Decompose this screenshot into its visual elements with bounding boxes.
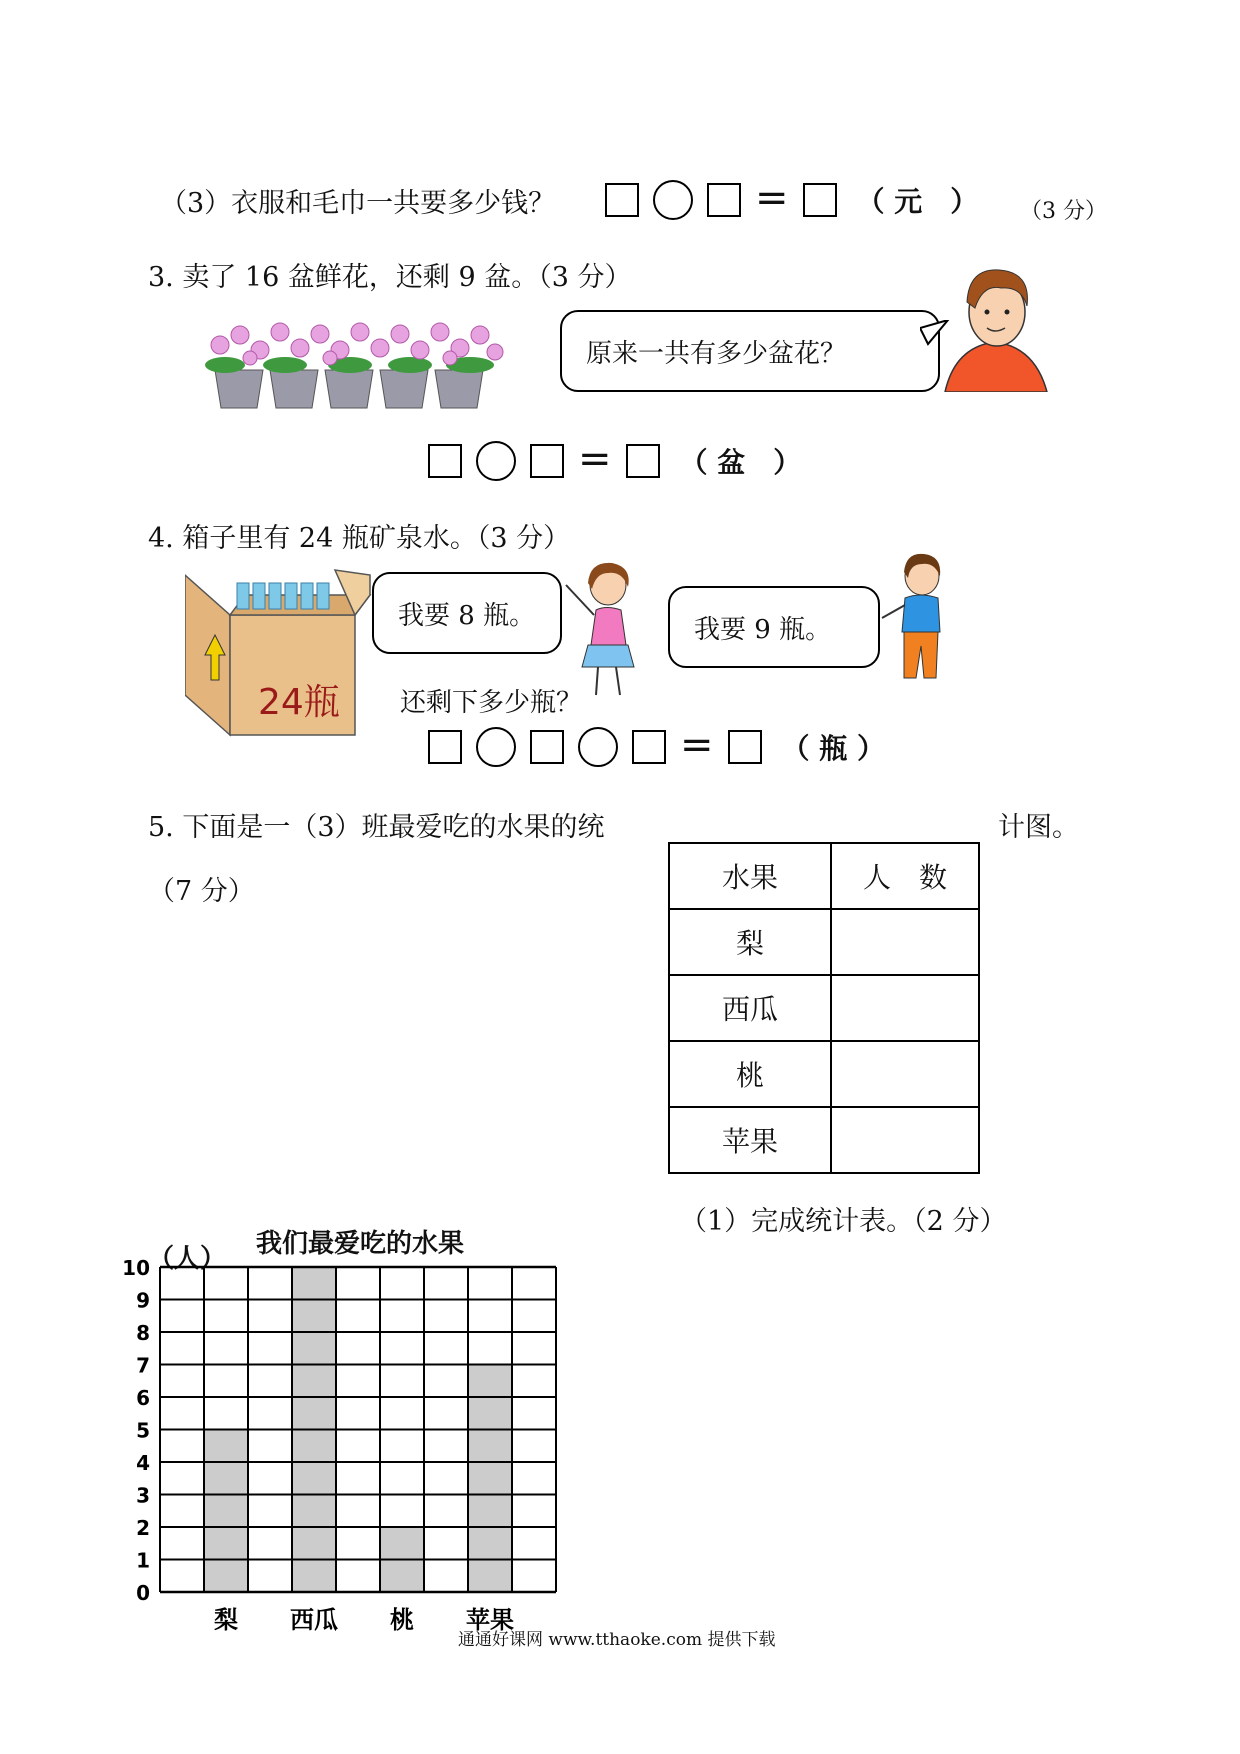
answer-box[interactable] [530,730,564,764]
answer-box[interactable] [428,730,462,764]
answer-box[interactable] [605,183,639,217]
q4-boy-speech-bubble [668,586,880,668]
answer-box[interactable] [632,730,666,764]
boy-avatar-icon [935,262,1055,392]
chart-ylabel: （人） [148,1244,227,1274]
chart-title: 我们最爱吃的水果 [256,1229,465,1259]
q5-sub1: （1）完成统计表。（2 分） [680,1206,1007,1237]
equals-sign: = [578,436,612,482]
operator-circle[interactable] [476,441,516,481]
answer-box[interactable] [428,444,462,478]
chart-y-tick-label: 4 [136,1451,150,1475]
answer-box[interactable] [530,444,564,478]
q4-girl-speech-bubble [372,572,562,654]
chart-y-tick-label: 3 [136,1483,150,1508]
q5-text: 5. 下面是一（3）班最爱吃的水果的统 [148,812,605,843]
q3-speech-bubble [560,310,940,392]
chart-y-tick-label: 2 [136,1516,150,1540]
fruit-stat-table [668,842,980,1174]
table-row [669,909,979,975]
chart-x-tick-label: 梨 [214,1606,238,1634]
q4-boy-speech-text: 我要 9 瓶。 [694,614,832,645]
table-row [669,1107,979,1173]
q2-3-equation [605,175,979,221]
chart-x-tick-label: 桃 [390,1606,414,1634]
chart-bar [204,1430,248,1593]
q2-3-text: （3）衣服和毛巾一共要多少钱？ [160,188,556,219]
chart-y-tick-label: 7 [136,1353,150,1378]
q3-text: 3. 卖了 16 盆鲜花，还剩 9 盆。（3 分） [148,262,632,293]
equals-sign: = [680,722,714,768]
answer-box[interactable] [626,444,660,478]
footer-text: 通通好课网 www.tthaoke.com 提供下载 [458,1630,776,1650]
table-cell-fruit: 苹果 [669,1107,831,1173]
table-row [669,1041,979,1107]
operator-circle[interactable] [578,727,618,767]
answer-box[interactable] [728,730,762,764]
chart-y-tick-label: 9 [136,1288,150,1313]
chart-y-tick-label: 1 [136,1548,150,1573]
table-cell-count[interactable] [831,1041,979,1107]
chart-y-tick-label: 8 [136,1321,150,1345]
q3-equation [428,436,802,482]
chart-x-tick-label: 苹果 [466,1606,514,1634]
table-row [669,975,979,1041]
operator-circle[interactable] [476,727,516,767]
table-cell-fruit: 梨 [669,909,831,975]
unit-label: （ 盆 ） [679,446,802,479]
table-header-row [669,843,979,909]
table-cell-count[interactable] [831,975,979,1041]
operator-circle[interactable] [653,180,693,220]
table-cell-fruit: 桃 [669,1041,831,1107]
q2-3-score: （3 分） [1020,199,1107,224]
boy2-avatar-icon [880,550,970,680]
answer-box[interactable] [707,183,741,217]
q5-score: （7 分） [148,876,255,907]
table-cell-fruit: 西瓜 [669,975,831,1041]
q3-speech-text: 原来一共有多少盆花？ [586,338,847,369]
box-label: 24瓶 [258,682,340,723]
flower-pots-icon [205,320,505,412]
unit-label: （ 瓶 ） [781,732,886,765]
answer-box[interactable] [803,183,837,217]
fruit-bar-chart [100,1255,570,1645]
q5-text-end: 计图。 [998,812,1079,843]
table-cell-count[interactable] [831,1107,979,1173]
chart-y-tick-label: 0 [136,1581,150,1605]
chart-y-tick-label: 10 [122,1256,150,1280]
chart-x-tick-label: 西瓜 [290,1606,338,1634]
unit-label: （ 元 ） [856,185,979,218]
q4-equation [428,722,886,768]
chart-bar [468,1365,512,1593]
table-header: 人 数 [831,843,979,909]
q4-girl-speech-text: 我要 8 瓶。 [398,600,536,631]
chart-y-tick-label: 5 [136,1418,150,1443]
bubble-tail [920,320,950,350]
equals-sign: = [755,175,789,221]
table-cell-count[interactable] [831,909,979,975]
chart-y-tick-label: 6 [136,1386,150,1410]
q4-text: 4. 箱子里有 24 瓶矿泉水。（3 分） [148,523,571,554]
q4-question: 还剩下多少瓶？ [400,688,583,718]
table-header: 水果 [669,843,831,909]
